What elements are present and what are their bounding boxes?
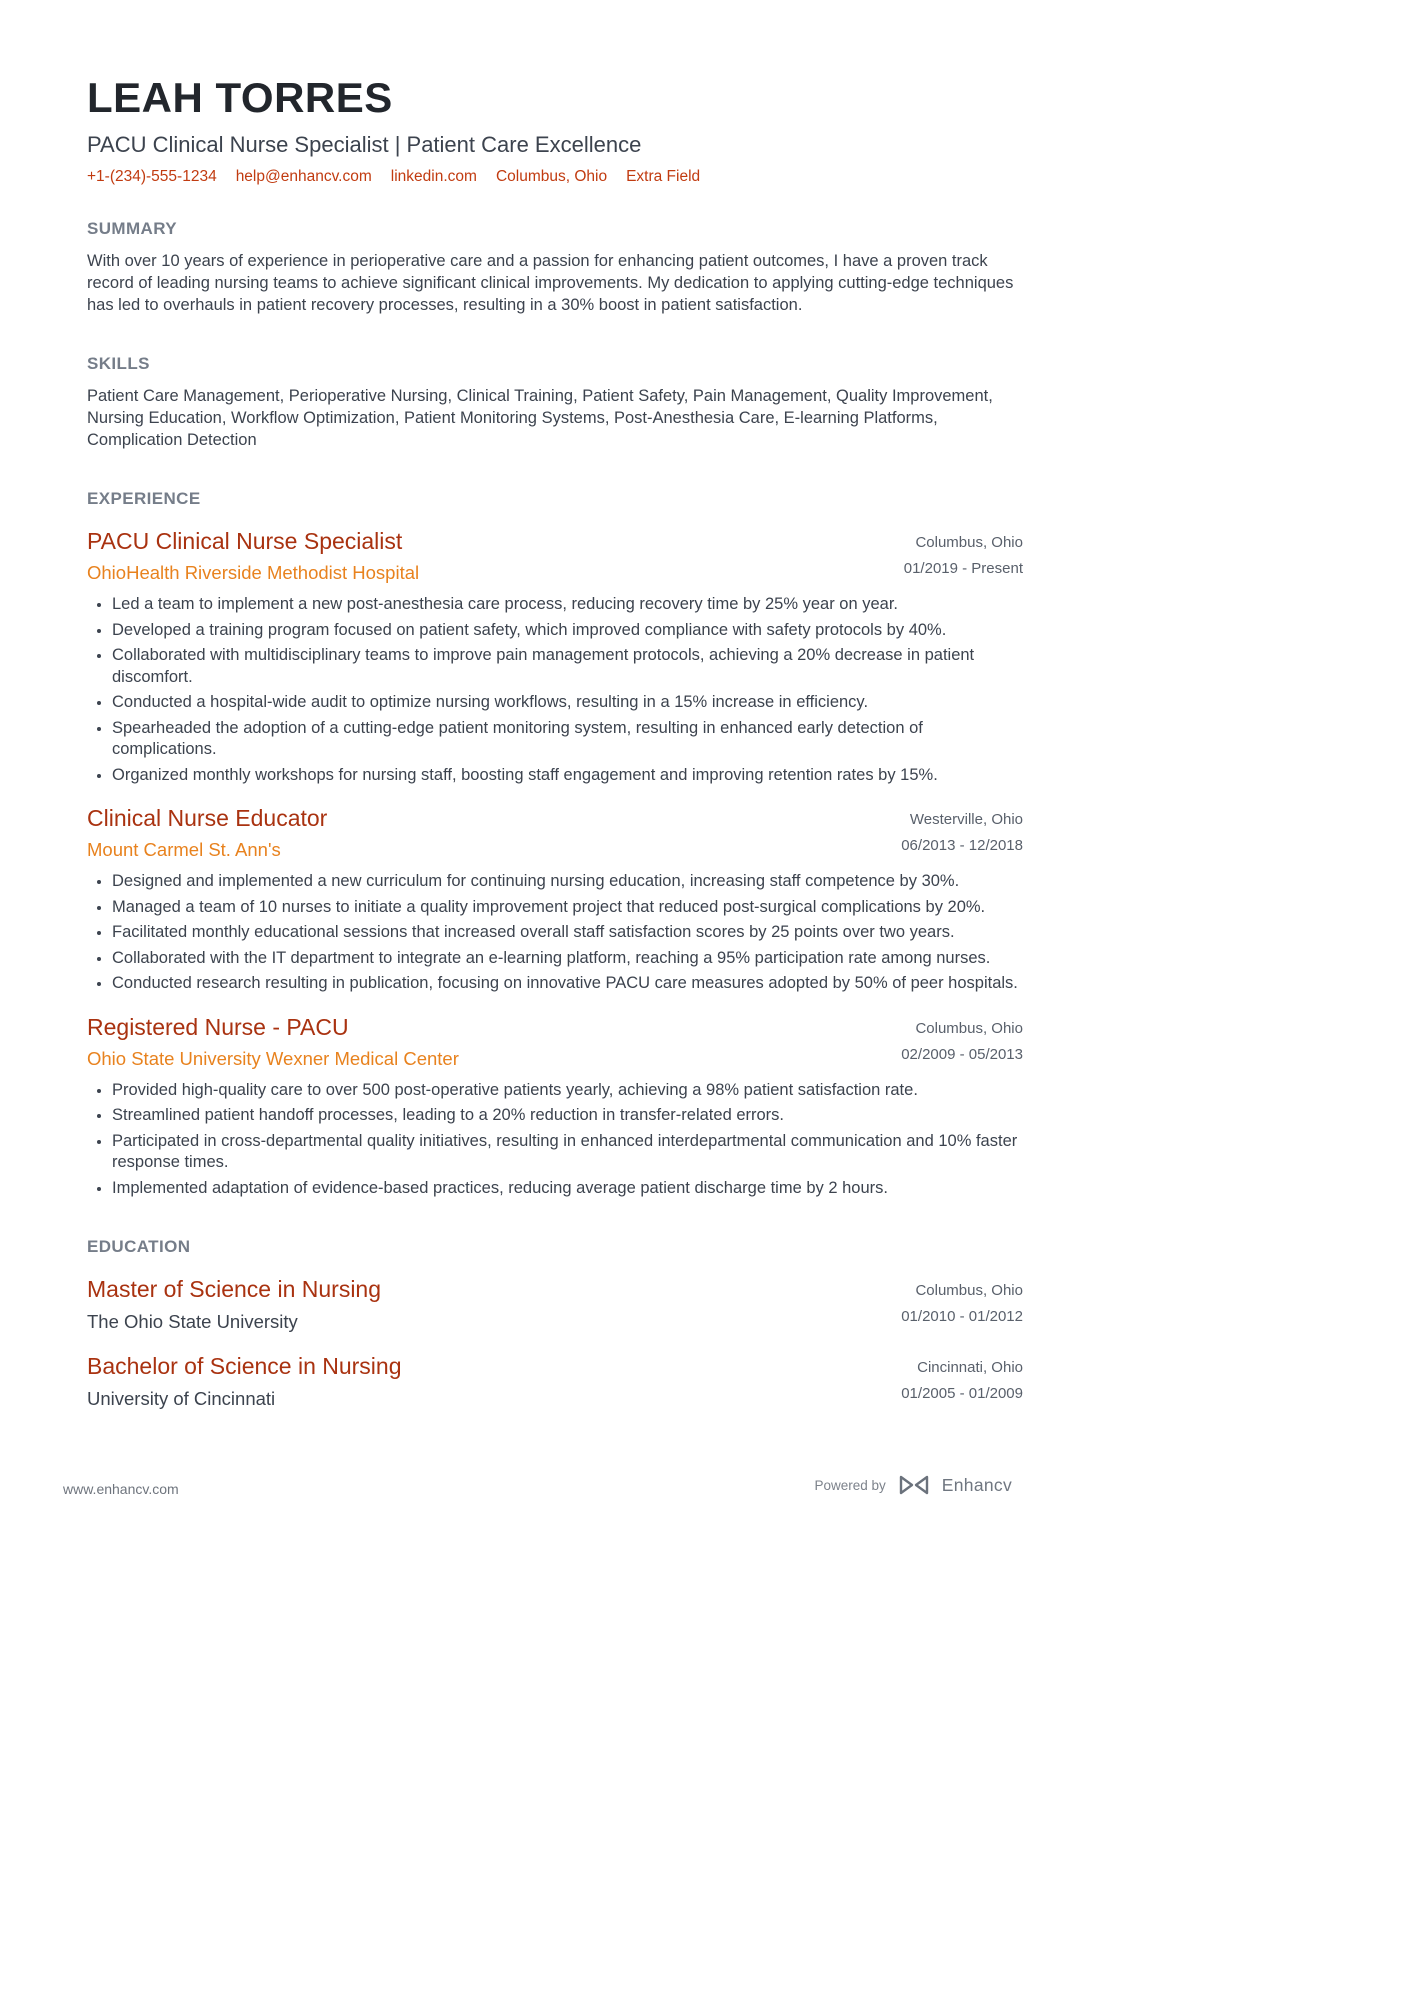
enhancv-brand-link[interactable]: Enhancv [941,1474,1012,1495]
job-dates: 02/2009 - 05/2013 [901,1045,1023,1063]
job-location: Westerville, Ohio [909,811,1023,828]
experience-entry-head [87,526,1023,585]
job-bullets [87,871,1023,995]
experience-entries [87,526,1023,1199]
job-bullet: • Implemented adaptation of evidence-based practices, reducing average patient discharge time by 2 hours. [112,1178,1023,1200]
contact-row [87,168,1023,186]
section-experience [87,489,1023,1199]
footer-branding [815,1473,1013,1497]
degree-location: Cincinnati, Ohio [917,1359,1023,1376]
job-bullet: • Streamlined patient handoff processes, leading to a 20% reduction in transfer-related errors. [112,1105,1023,1127]
degree-school: The Ohio State University [87,1311,298,1332]
skills-heading: SKILLS [87,354,150,373]
contact-item[interactable]: linkedin.com [390,168,477,185]
job-company: Ohio State University Wexner Medical Center [87,1047,459,1069]
job-dates: 01/2019 - Present [903,560,1023,577]
job-bullet: • Participated in cross-departmental quality initiatives, resulting in enhanced interdepartmental communication and 10% faster response times. [112,1131,1023,1174]
job-bullets [87,1080,1023,1200]
job-bullet: • Conducted research resulting in publication, focusing on innovative PACU care measures adopted by 50% of peer hospitals. [112,973,1023,995]
experience-entry [87,803,1023,995]
candidate-name: LEAH TORRES [87,74,393,121]
footer-website-link[interactable]: www.enhancv.com [63,1481,179,1497]
experience-entry-left [87,1012,901,1071]
experience-entry-left [87,526,904,585]
job-bullets [87,594,1023,786]
experience-entry-meta [901,1012,1023,1068]
contact-item[interactable]: +1-(234)-555-1234 [87,168,217,185]
experience-entry-left [87,803,901,862]
degree-dates: 01/2010 - 01/2012 [901,1308,1023,1325]
section-summary [87,219,1023,316]
experience-entry [87,1012,1023,1200]
resume-content [87,74,1023,1411]
experience-heading: EXPERIENCE [87,489,201,508]
degree-title: Bachelor of Science in Nursing [87,1353,402,1379]
degree-dates: 01/2005 - 01/2009 [901,1385,1023,1402]
job-bullet: • Collaborated with multidisciplinary teams to improve pain management protocols, achieving a 20% decrease in patient discomfort. [112,645,1023,688]
job-company: OhioHealth Riverside Methodist Hospital [87,562,420,583]
job-title: Registered Nurse - PACU [87,1013,349,1040]
contact-item[interactable]: help@enhancv.com [235,168,372,185]
degree-school: University of Cincinnati [87,1388,276,1409]
experience-entry-meta [901,803,1023,859]
job-bullet: • Managed a team of 10 nurses to initiate a quality improvement project that reduced post-surgical complications by 20%. [112,897,1023,919]
job-bullet: • Developed a training program focused on patient safety, which improved compliance with safety protocols by 40%. [112,620,1023,642]
contact-item[interactable]: Columbus, Ohio [495,168,608,185]
experience-entry-head [87,1012,1023,1071]
skills-text: Patient Care Management, Perioperative Nursing, Clinical Training, Patient Safety, Pain Management, Quality Improvement, Nursing Education, Workflow Optimization, Patient Monitoring Systems, Post-Anesthesia Care, E-learning Platforms, Complication Detection [87,387,993,449]
job-bullet: • Organized monthly workshops for nursing staff, boosting staff engagement and improving retention rates by 15%. [112,765,1023,787]
education-entry-meta [901,1351,1023,1407]
job-bullet: • Led a team to implement a new post-anesthesia care process, reducing recovery time by 25% year on year. [112,594,1023,616]
job-bullet: • Conducted a hospital-wide audit to optimize nursing workflows, resulting in a 15% increase in efficiency. [112,692,1023,714]
education-entry-left [87,1351,901,1411]
education-entry [87,1274,1023,1334]
job-bullet: • Designed and implemented a new curriculum for continuing nursing education, increasing staff competence by 30%. [112,871,1023,893]
powered-by-label: Powered by [814,1477,886,1493]
education-entry-meta [901,1274,1023,1330]
section-skills [87,354,1023,451]
enhancv-logo-icon [897,1473,931,1497]
education-entries [87,1274,1023,1411]
contact-item[interactable]: Extra Field [626,168,701,185]
degree-location: Columbus, Ohio [915,1282,1023,1299]
job-title: PACU Clinical Nurse Specialist [87,528,403,554]
experience-entry-head [87,803,1023,862]
job-bullet: • Collaborated with the IT department to integrate an e-learning platform, reaching a 95% participation rate among nurses. [112,948,1023,970]
education-heading: EDUCATION [87,1237,191,1256]
job-dates: 06/2013 - 12/2018 [901,837,1023,854]
resume-header [87,74,1023,186]
summary-heading: SUMMARY [87,219,177,238]
experience-entry-meta [904,526,1023,582]
education-entry [87,1351,1023,1411]
job-title: Clinical Nurse Educator [87,805,328,831]
job-bullet: • Provided high-quality care to over 500 post-operative patients yearly, achieving a 98% patient satisfaction rate. [112,1080,1023,1102]
experience-entry [87,526,1023,786]
job-location: Columbus, Ohio [915,534,1023,551]
job-bullet: • Spearheaded the adoption of a cutting-edge patient monitoring system, resulting in enhanced early detection of complications. [112,718,1023,761]
education-entry-head [87,1274,1023,1334]
education-entry-head [87,1351,1023,1411]
summary-text: With over 10 years of experience in perioperative care and a passion for enhancing patient outcomes, I have a proven track record of leading nursing teams to achieve significant clinical improvements. My dedication to applying cutting-edge techniques has led to overhauls in patient recovery processes, resulting in a 30% boost in patient satisfaction. [87,252,1014,314]
job-bullet: • Facilitated monthly educational sessions that increased overall staff satisfaction scores by 25 points over two years. [112,922,1023,944]
job-location: Columbus, Ohio [915,1019,1023,1037]
job-company: Mount Carmel St. Ann's [87,839,281,860]
section-education [87,1237,1023,1411]
candidate-headline: PACU Clinical Nurse Specialist | Patient Care Excellence [87,132,642,157]
degree-title: Master of Science in Nursing [87,1276,382,1302]
education-entry-left [87,1274,901,1334]
